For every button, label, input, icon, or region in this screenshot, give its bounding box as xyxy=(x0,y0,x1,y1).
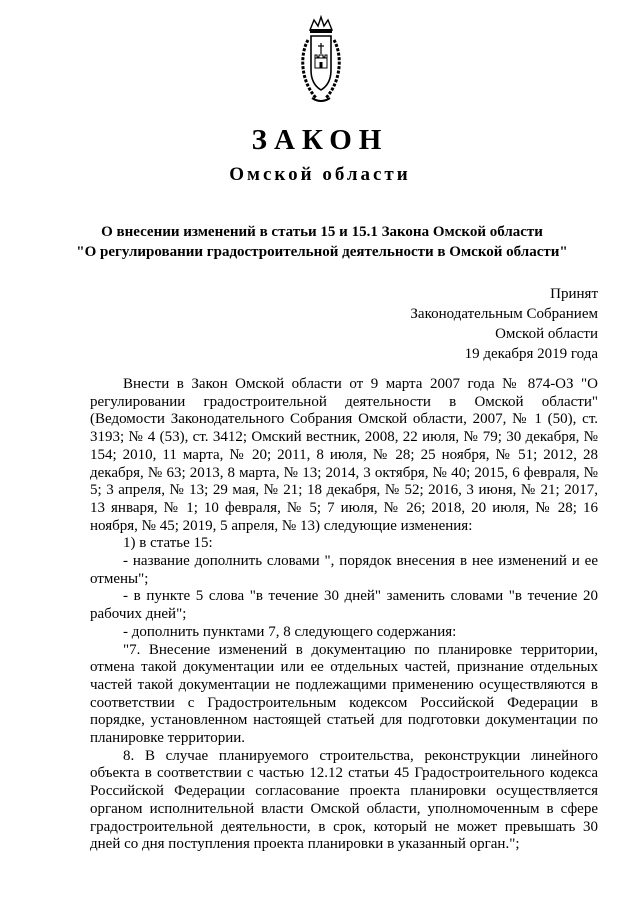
body-paragraph: - в пункте 5 слова "в течение 30 дней" заменить словами "в течение 20 рабочих дней"; xyxy=(90,588,598,623)
region-title: Омской области xyxy=(229,164,411,185)
body-paragraph: Внести в Закон Омской области от 9 марта 2007 года № 874-ОЗ "О регулировании градостроительной деятельности в Омской области" (Ведомости Законодательного Собрания Омской области, 2007, № 1 (50), ст. 3193; № 4 (53), ст. 3412; Омский вестник, 2008, 22 июля, № 79; 30 декабря, № 154; 2010, 11 марта, № 20; 2011, 8 июля, № 28; 25 ноября, № 51; 2012, 28 декабря, № 63; 2013, 8 марта, № 13; 2014, 3 октября, № 40; 2015, 6 февраля, № 5; 3 апреля, № 13; 29 мая, № 21; 18 декабря, № 52; 2016, 3 июня, № 21; 2017, 13 января, № 1; 10 февраля, № 5; 7 июля, № 26; 2018, 20 июля, № 28; 16 ноября, № 45; 2019, 5 апреля, № 13) следующие изменения: xyxy=(90,376,598,534)
law-title-line: О внесении изменений в статьи 15 и 15.1 Закона Омской области xyxy=(101,224,543,240)
omsk-coat-of-arms-icon xyxy=(298,14,344,106)
body-paragraph: "7. Внесение изменений в документацию по планировке территории, отмена такой документации или ее отдельных частей, признание отдельных частей такой документации не подлежащими применению осуществляются в соответствии с Градостроительным кодексом Российской Федерации в порядке, установленном настоящей статьей для подготовки документации по планировке территории. xyxy=(90,641,598,747)
law-body xyxy=(90,376,598,854)
body-paragraph: - дополнить пунктами 7, 8 следующего содержания: xyxy=(123,623,457,640)
law-title xyxy=(60,222,584,262)
adoption-line: Принят xyxy=(550,286,598,302)
body-paragraph: - название дополнить словами ", порядок внесения в нее изменений и ее отмены"; xyxy=(90,553,598,587)
adoption-date: 19 декабря 2019 года xyxy=(464,346,598,362)
law-title-line: "О регулировании градостроительной деятельности в Омской области" xyxy=(76,244,568,260)
adoption-line: Омской области xyxy=(495,326,598,342)
adoption-line: Законодательным Собранием xyxy=(410,306,598,322)
body-paragraph: 1) в статье 15: xyxy=(123,535,213,552)
document-type-title: ЗАКОН xyxy=(251,124,389,156)
adoption-info xyxy=(410,284,598,364)
body-paragraph: 8. В случае планируемого строительства, реконструкции линейного объекта в соответствии с частью 12.12 статьи 45 Градостроительного кодекса Российской Федерации согласование проекта планировки осуществляется органом исполнительной власти Омской области, уполномоченным в сфере градостроительной деятельности, в срок, который не может превышать 30 дней со дня поступления проекта планировки в указанный орган."; xyxy=(90,747,598,853)
